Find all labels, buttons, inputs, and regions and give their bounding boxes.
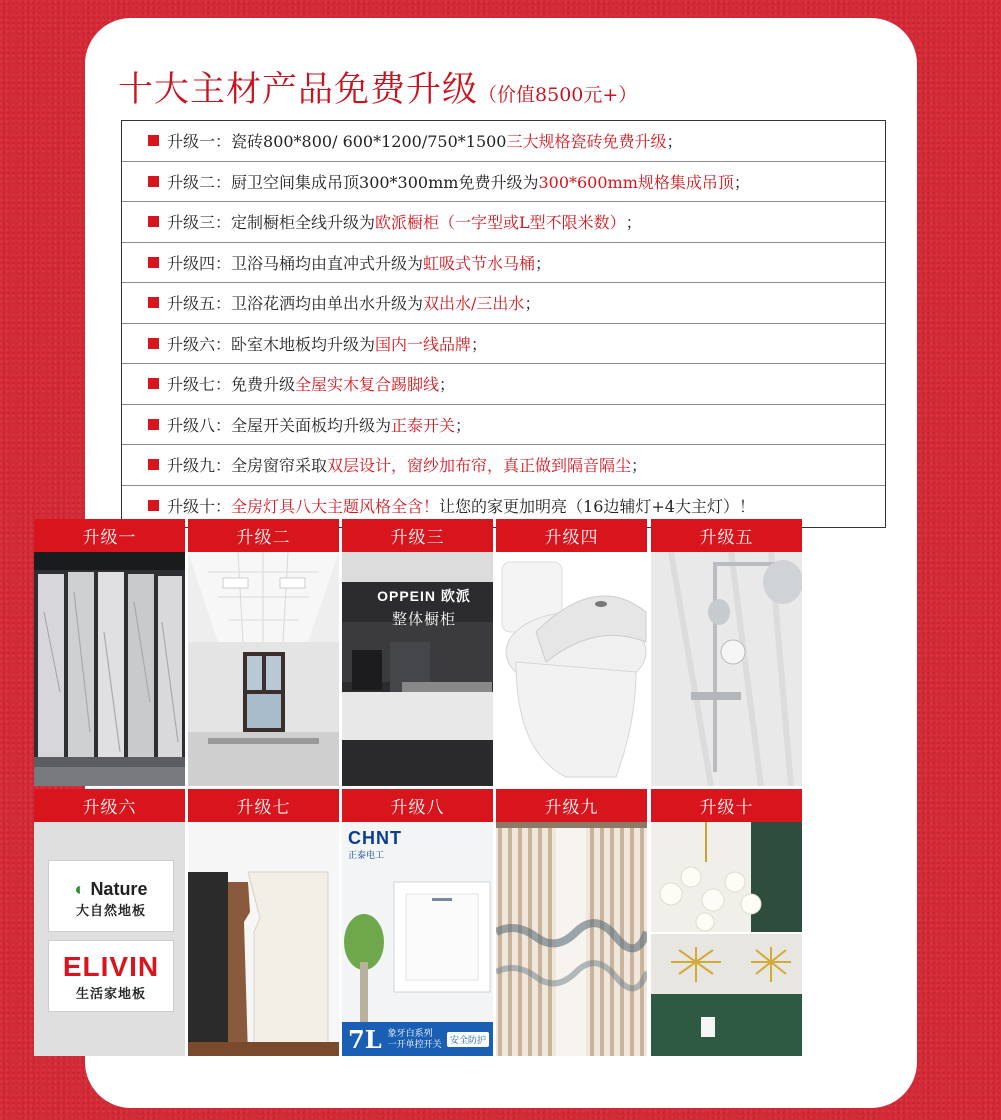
gallery-item-tiles — [34, 519, 185, 786]
upgrade-highlight: 欧派橱柜（一字型或L型不限米数） — [375, 213, 626, 233]
upgrade-label: 升级九： — [167, 456, 232, 476]
upgrade-label: 升级一： — [167, 132, 232, 152]
upgrade-row-6 — [122, 324, 885, 365]
upgrade-text: 免费升级 — [231, 375, 296, 395]
upgrade-label: 升级十： — [167, 497, 232, 517]
upgrade-row-9 — [122, 445, 885, 486]
upgrade-text: 卧室木地板均升级为 — [231, 334, 376, 354]
gallery-item-ceiling — [188, 519, 339, 786]
shower-photo — [651, 552, 802, 786]
nature-leaf-icon: ◐ — [74, 879, 86, 899]
upgrade-tail: 让您的家更加明亮（16边辅灯+4大主灯）！ — [439, 497, 755, 517]
upgrade-label: 升级六： — [167, 334, 232, 354]
toilet-photo — [496, 552, 647, 786]
gallery-item-skirting — [188, 789, 339, 1056]
upgrade-label: 升级八： — [167, 415, 232, 435]
gallery-item-cabinet — [342, 519, 493, 786]
chint-logo: CHNT 正泰电工 — [348, 828, 402, 860]
upgrade-row-1 — [122, 121, 885, 162]
nature-logo: ◐ Nature 大自然地板 — [48, 860, 174, 932]
upgrade-tail: ； — [524, 294, 541, 314]
upgrade-tail: ； — [471, 334, 488, 354]
gallery-caption: 升级八 — [342, 789, 493, 822]
gallery-item-flooring — [34, 789, 185, 1056]
upgrade-row-3 — [122, 202, 885, 243]
upgrade-highlight: 全房灯具八大主题风格全含！ — [231, 497, 440, 517]
upgrade-tail: ； — [733, 172, 750, 192]
gallery-item-shower — [651, 519, 802, 786]
upgrade-highlight: 三大规格瓷砖免费升级 — [506, 132, 667, 152]
upgrade-tail: ； — [535, 253, 552, 273]
upgrade-row-8 — [122, 405, 885, 446]
upgrade-text: 瓷砖800*800/ 600*1200/750*1500 — [231, 132, 507, 152]
upgrade-highlight: 300*600mm规格集成吊顶 — [538, 172, 734, 192]
square-bullet-icon — [148, 378, 159, 389]
upgrade-list — [121, 120, 886, 528]
upgrade-text: 全房窗帘采取 — [231, 456, 328, 476]
upgrade-text: 全屋开关面板均升级为 — [231, 415, 392, 435]
gallery-caption: 升级五 — [651, 519, 802, 552]
gallery-item-switch — [342, 789, 493, 1056]
upgrade-tail: ； — [625, 213, 642, 233]
upgrade-highlight: 正泰开关 — [391, 415, 456, 435]
gallery-item-lighting — [651, 789, 802, 1056]
title-value-note: （价值8500元+） — [478, 84, 638, 106]
tile-showroom-photo — [34, 552, 185, 786]
upgrade-row-2 — [122, 162, 885, 203]
square-bullet-icon — [148, 257, 159, 268]
upgrade-highlight: 双层设计，窗纱加布帘，真正做到隔音隔尘 — [327, 456, 632, 476]
gallery-caption: 升级六 — [34, 789, 185, 822]
gallery-caption: 升级四 — [496, 519, 647, 552]
upgrade-text: 厨卫空间集成吊顶300*300mm免费升级为 — [231, 172, 539, 192]
upgrade-tail: ； — [666, 132, 683, 152]
upgrade-text: 卫浴花洒均由单出水升级为 — [231, 294, 424, 314]
upgrade-text: 卫浴马桶均由直冲式升级为 — [231, 253, 424, 273]
kitchen-cabinet-photo — [342, 552, 493, 786]
upgrade-highlight: 虹吸式节水马桶 — [423, 253, 536, 273]
upgrade-label: 升级二： — [167, 172, 232, 192]
flooring-brands-panel — [34, 822, 185, 1056]
ceiling-kitchen-photo — [188, 552, 339, 786]
upgrade-label: 升级四： — [167, 253, 232, 273]
upgrade-label: 升级五： — [167, 294, 232, 314]
square-bullet-icon — [148, 419, 159, 430]
square-bullet-icon — [148, 297, 159, 308]
upgrade-tail: ； — [455, 415, 472, 435]
upgrade-label: 升级七： — [167, 375, 232, 395]
upgrade-tail: ； — [439, 375, 456, 395]
switch-panel-photo — [342, 822, 493, 1056]
gallery-item-curtain — [496, 789, 647, 1056]
gallery-caption: 升级七 — [188, 789, 339, 822]
square-bullet-icon — [148, 135, 159, 146]
gallery-caption: 升级三 — [342, 519, 493, 552]
square-bullet-icon — [148, 216, 159, 227]
page-title — [118, 62, 637, 112]
curtain-photo — [496, 822, 647, 1056]
square-bullet-icon — [148, 459, 159, 470]
gallery-item-toilet — [496, 519, 647, 786]
square-bullet-icon — [148, 338, 159, 349]
upgrade-label: 升级三： — [167, 213, 232, 233]
gallery-caption: 升级十 — [651, 789, 802, 822]
square-bullet-icon — [148, 500, 159, 511]
gallery-caption: 升级二 — [188, 519, 339, 552]
upgrade-text: 定制橱柜全线升级为 — [231, 213, 376, 233]
square-bullet-icon — [148, 176, 159, 187]
upgrade-row-5 — [122, 283, 885, 324]
safety-badge: 安全防护 — [447, 1032, 489, 1047]
title-main: 十大主材产品免费升级 — [118, 70, 479, 110]
elivin-logo: ELIVIN 生活家地板 — [48, 940, 174, 1012]
upgrade-highlight: 双出水/三出水 — [423, 294, 525, 314]
upgrade-tail: ； — [631, 456, 648, 476]
lighting-photo — [651, 822, 802, 1056]
upgrade-row-4 — [122, 243, 885, 284]
skirting-board-photo — [188, 822, 339, 1056]
switch-product-label: 7L 象牙白系列 一开单控开关 安全防护 — [342, 1022, 493, 1056]
upgrade-row-7 — [122, 364, 885, 405]
gallery-caption: 升级一 — [34, 519, 185, 552]
upgrade-highlight: 国内一线品牌 — [375, 334, 472, 354]
upgrade-highlight: 全屋实木复合踢脚线 — [295, 375, 440, 395]
gallery-caption: 升级九 — [496, 789, 647, 822]
oppein-logo: OPPEIN 欧派 整体橱柜 — [377, 588, 471, 628]
